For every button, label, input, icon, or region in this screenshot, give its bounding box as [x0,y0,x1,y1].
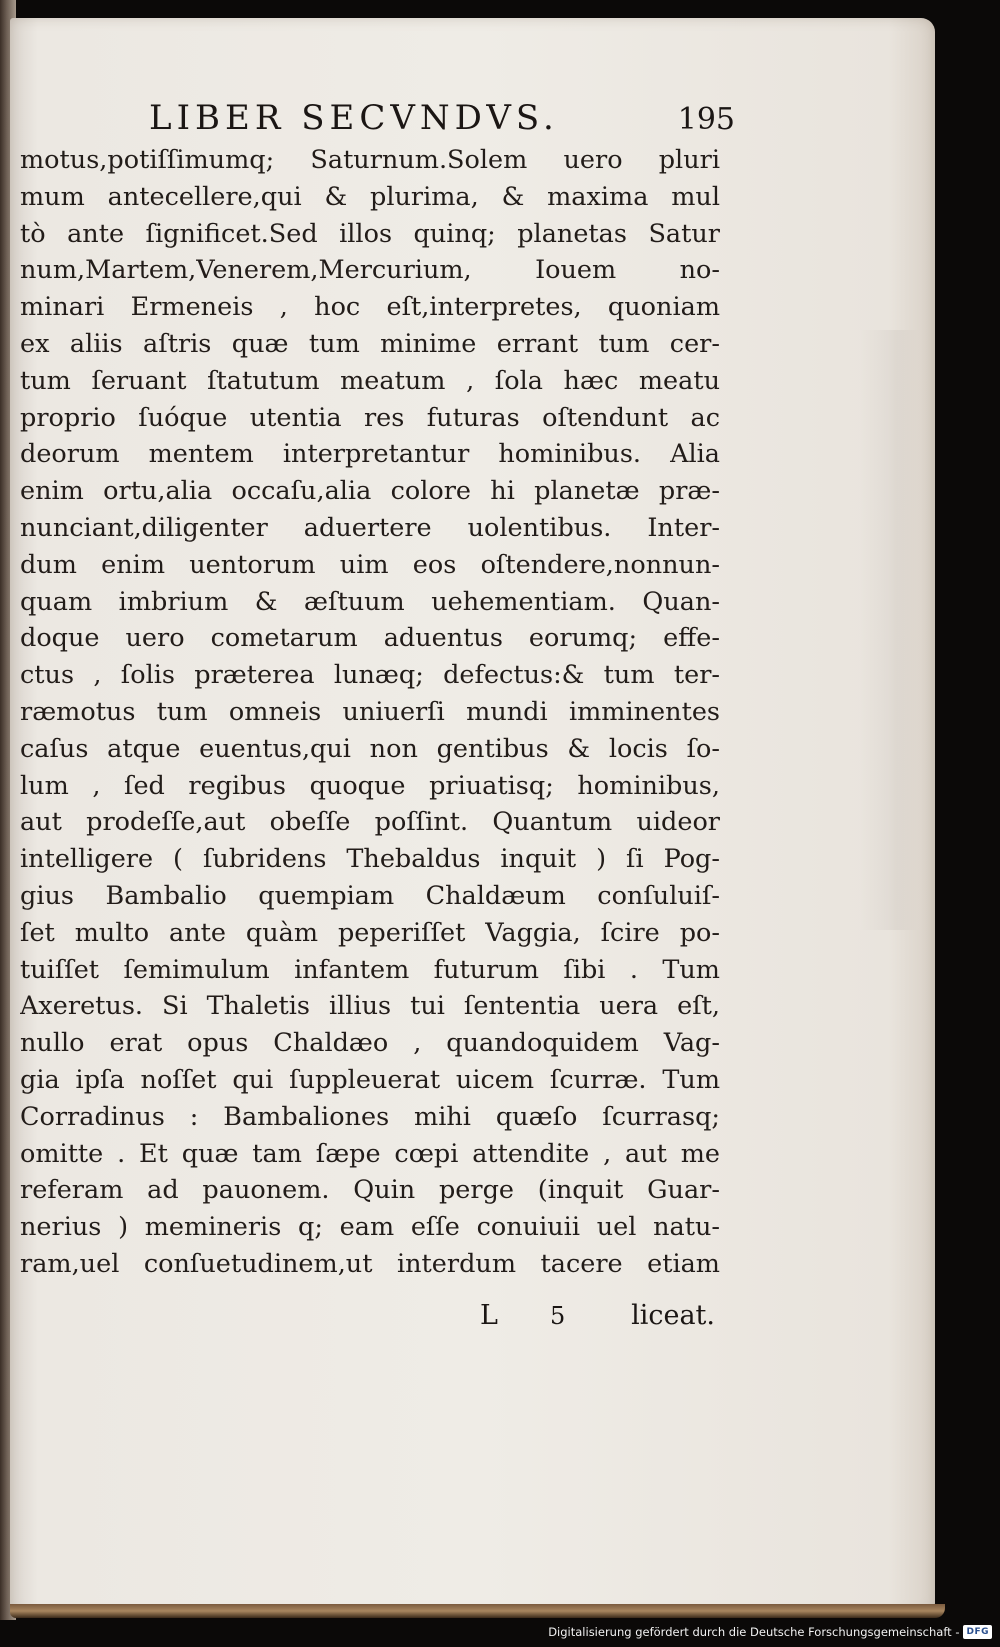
text-line: referam ad pauonem. Quin perge (inquit Guar- [20,1175,720,1206]
page-header [145,98,735,142]
text-line: motus,potiſſimumq; Saturnum.Solem uero pluri [20,145,720,175]
body-text [20,142,720,1283]
text-line: proprio ſuóque utentia res futuras oſtendunt ac [20,402,720,433]
text-line: tò ante ſignificet.Sed illos quinq; planetas Satur [20,218,720,249]
text-line: num,Martem,Venerem,Mercurium, Iouem no- [20,255,720,286]
text-line: Corradinus : Bambaliones mihi quæſo ſcurrasq; [20,1101,720,1132]
text-line: doque uero cometarum aduentus eorumq; effe- [20,623,720,654]
text-line: caſus atque euentus,qui non gentibus & locis ſo- [20,733,720,764]
text-line: nunciant,diligenter aduertere uolentibus. Inter- [20,512,720,543]
text-line: deorum mentem interpretantur hominibus. Alia [20,439,720,470]
signature-mark: L [480,1300,498,1331]
show-through-shadow [860,330,920,930]
text-line: quam imbrium & æſtuum uehementiam. Quan- [20,586,720,617]
signature-number: 5 [550,1302,566,1330]
text-line: ræmotus tum omneis uniuerſi mundi imminentes [20,696,720,727]
page-bottom-edge [10,1604,945,1618]
text-line: enim ortu,alia occaſu,alia colore hi planetæ præ- [20,476,720,507]
text-line: aut prodeſſe,aut obeſſe poſſint. Quantum uideor [20,807,720,838]
credit-text: Digitalisierung gefördert durch die Deutsche Forschungsgemeinschaft - [548,1625,960,1639]
text-line: mum antecellere,qui & plurima, & maxima mul [20,181,720,212]
digitization-credit [548,1621,992,1643]
text-line: ctus , ſolis præterea lunæq; defectus:& tum ter- [20,660,720,691]
catchword: liceat. [631,1300,715,1331]
text-line: minari Ermeneis , hoc eſt,interpretes, quoniam [20,292,720,323]
page-footer [480,1300,720,1340]
dfg-logo: DFG [963,1625,992,1639]
text-line: lum , ſed regibus quoque priuatisq; hominibus, [20,770,720,801]
text-line: dum enim uentorum uim eos oſtendere,nonnun- [20,549,720,580]
text-line: ex aliis aſtris quæ tum minime errant tum cer- [20,328,720,359]
text-line: tum ſeruant ſtatutum meatum , ſola hæc meatu [20,365,720,396]
text-line: omitte . Et quæ tam ſæpe cœpi attendite , aut me [20,1138,720,1169]
text-line: nerius ) memineris q; eam eſſe conuiuii uel natu- [20,1212,720,1243]
text-line: tuiſſet ſemimulum infantem futurum ſibi . Tum [20,954,720,985]
running-head: LIBER SECVNDVS. [149,98,559,138]
text-line: Axeretus. Si Thaletis illius tui ſententia uera eſt, [20,991,720,1022]
text-line: ſet multo ante quàm peperiſſet Vaggia, ſcire po- [20,917,720,948]
page-number: 195 [677,102,735,137]
text-line: ram,uel conſuetudinem,ut interdum tacere etiam [20,1248,720,1279]
text-line: gius Bambalio quempiam Chaldæum conſuluiſ- [20,880,720,911]
text-line: gia ipſa noſſet qui ſuppleuerat uicem ſcurræ. Tum [20,1064,720,1095]
text-line: nullo erat opus Chaldæo , quandoquidem Vag- [20,1028,720,1059]
text-line: intelligere ( ſubridens Thebaldus inquit ) ſi Pog- [20,844,720,875]
